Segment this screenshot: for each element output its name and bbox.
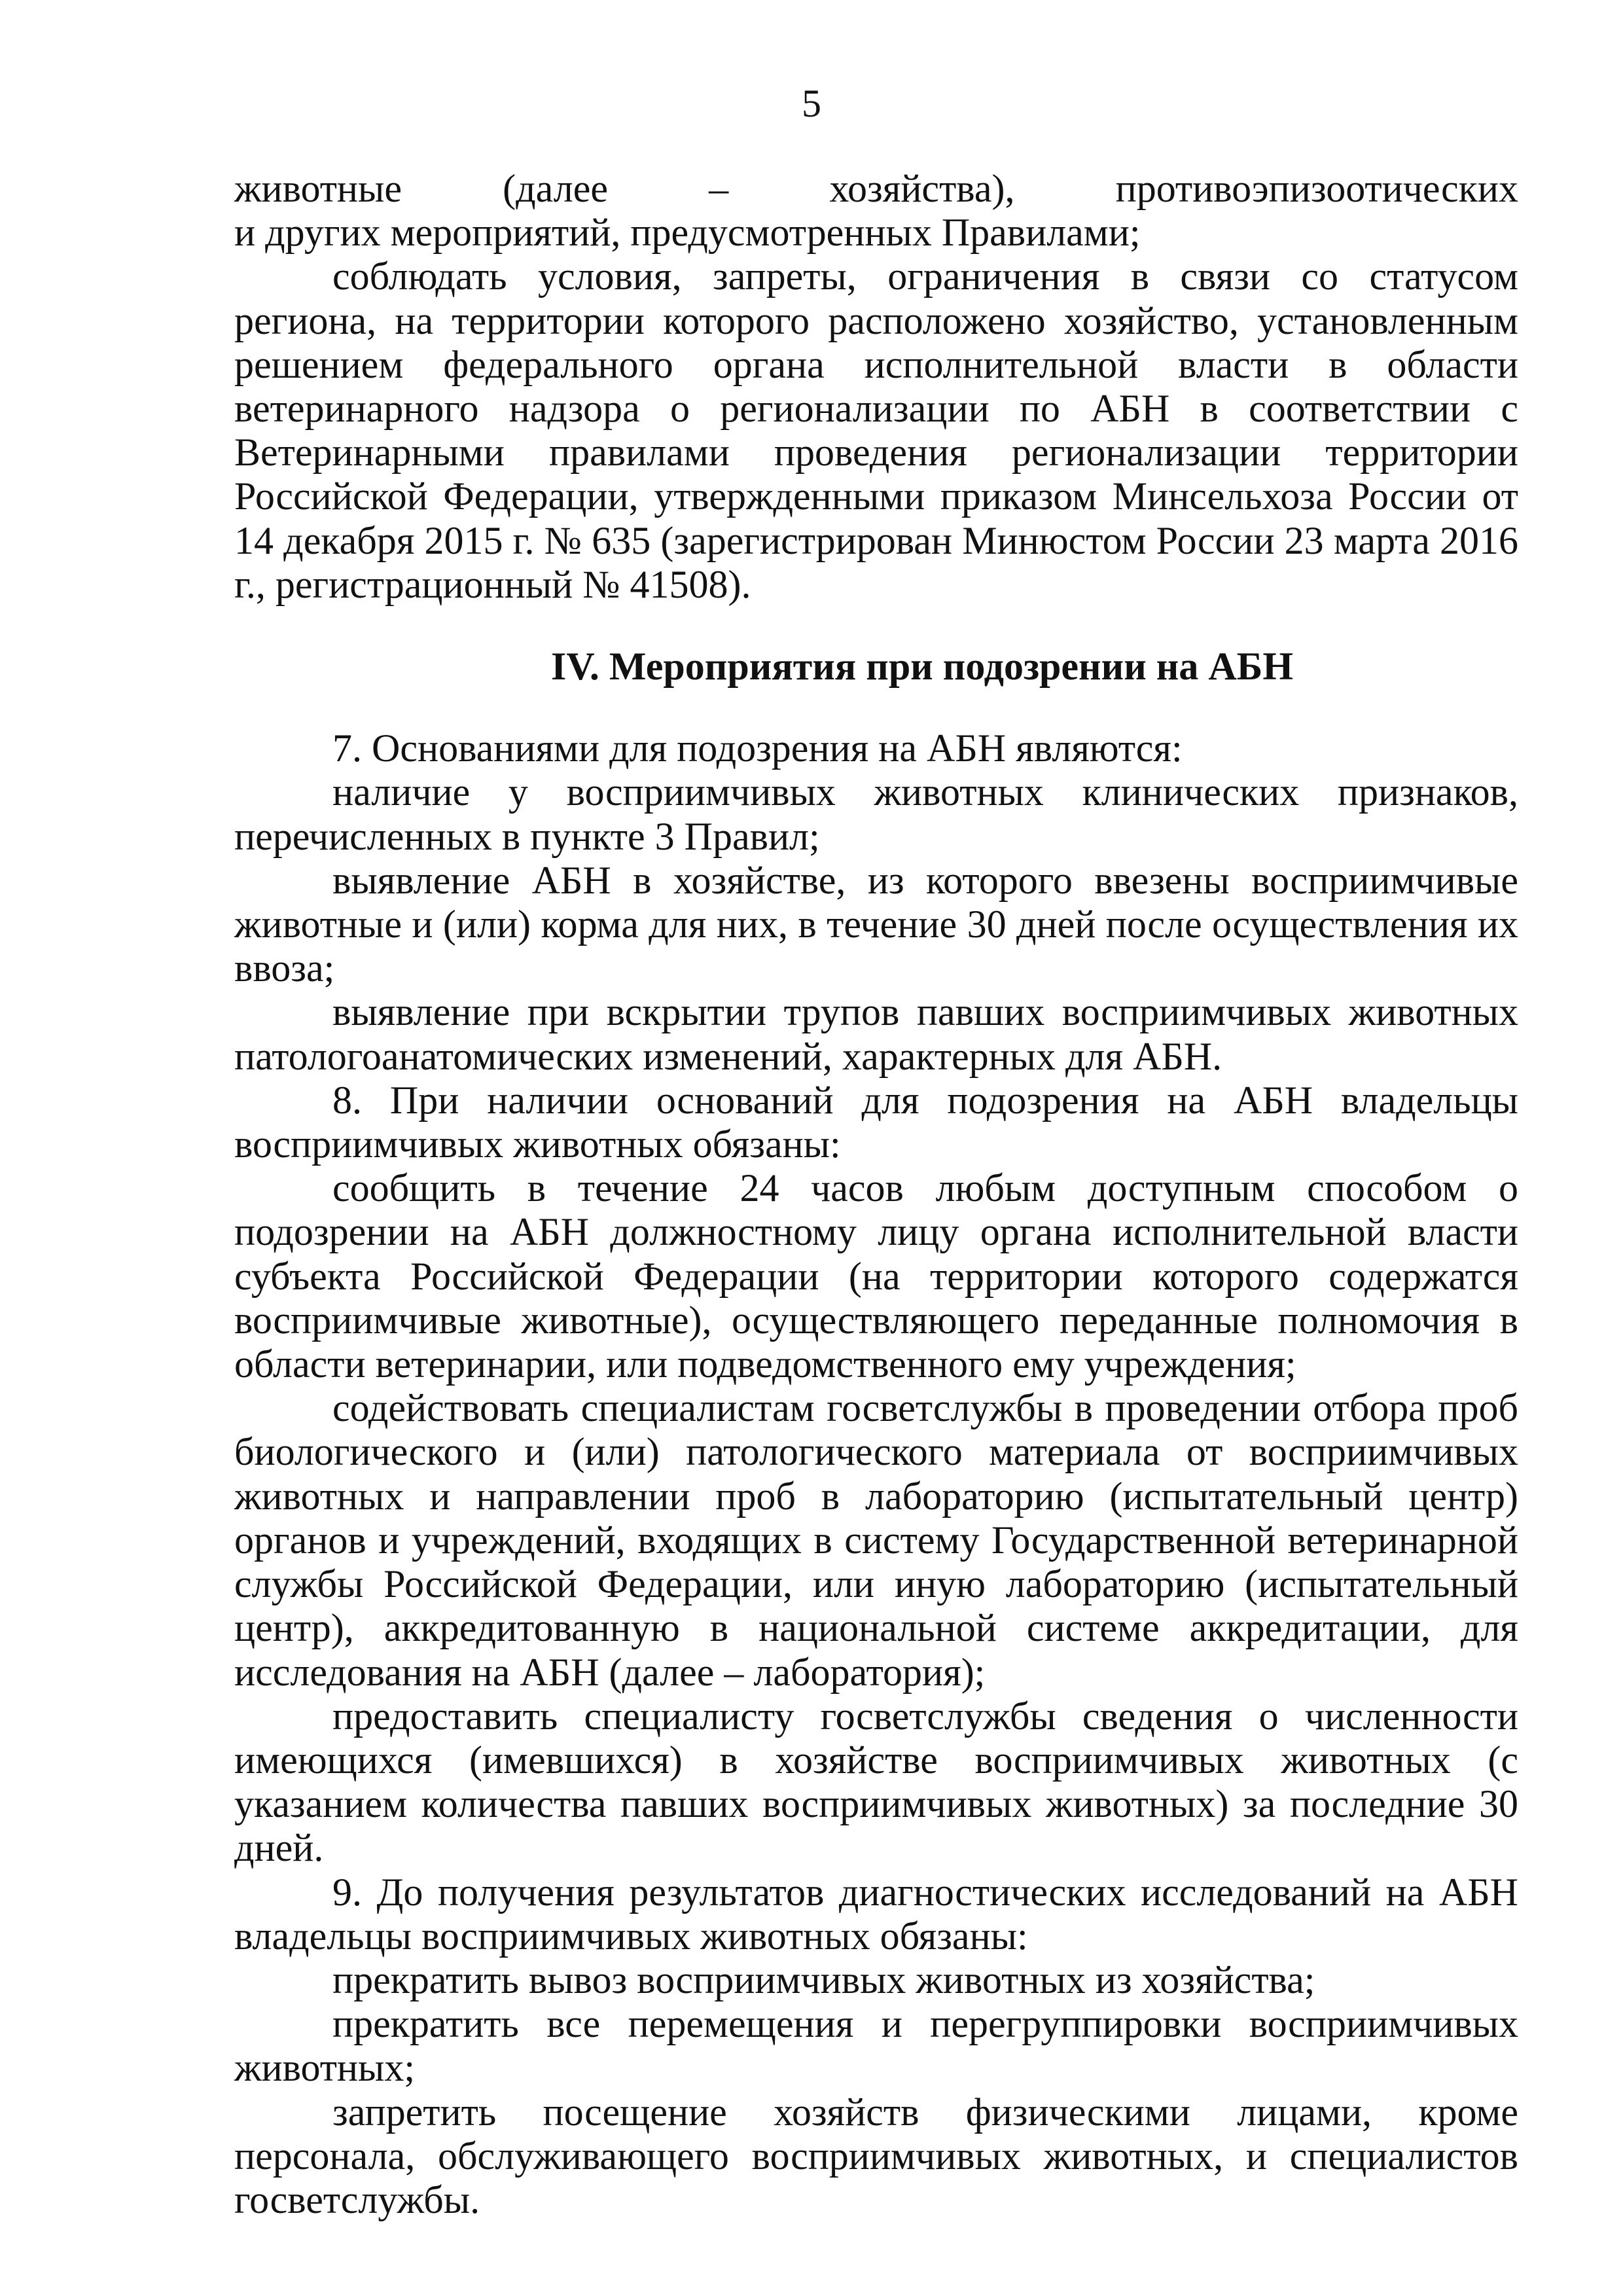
item-8-livestock-info: предоставить специалисту госветслужбы сведения о численности имеющихся (имевшихся) в хозяйстве восприимчивых животных (с указанием количества павших восприимчивых животных) за последние 30 дней. xyxy=(234,1694,1518,1870)
item-8-intro: 8. При наличии оснований для подозрения на АБН владельцы восприимчивых животных обязаны: xyxy=(234,1078,1518,1166)
word: животные xyxy=(234,167,402,210)
item-9-stop-export: прекратить вывоз восприимчивых животных из хозяйства; xyxy=(332,1958,1315,2001)
word: – xyxy=(709,167,729,210)
word: хозяйства), xyxy=(829,167,1015,210)
item-9-intro: 9. До получения результатов диагностических исследований на АБН владельцы восприимчивых животных обязаны: xyxy=(234,1870,1518,1958)
paragraph-continuation-rest: и других мероприятий, предусмотренных Правилами; xyxy=(234,211,1141,255)
item-7-intro: 7. Основаниями для подозрения на АБН являются: xyxy=(332,726,1183,770)
document-body xyxy=(234,167,1518,2222)
word: (далее xyxy=(503,167,608,210)
item-9-ban-visits: запретить посещение хозяйств физическими лицами, кроме персонала, обслуживающего восприимчивых животных, и специалистов госветслужбы. xyxy=(234,2090,1518,2221)
item-7-clinical-signs: наличие у восприимчивых животных клинических признаков, перечисленных в пункте 3 Правил; xyxy=(234,770,1518,858)
paragraph-comply-regionalization: соблюдать условия, запреты, ограничения в связи со статусом региона, на территории которого расположено хозяйство, установленным решением федерального органа исполнительной власти в области ветеринарного надзора о регионализации по АБН в соответствии с Ветеринарными правилами проведения регионализации территории Российской Федерации, утвержденными приказом Минсельхоза России от 14 декабря 2015 г. № 635 (зарегистрирован Минюстом России 23 марта 2016 г., регистрационный № 41508). xyxy=(234,255,1518,606)
page-number: 5 xyxy=(802,82,821,125)
paragraph-continuation-line xyxy=(234,167,1518,211)
item-8-report: сообщить в течение 24 часов любым доступным способом о подозрении на АБН должностному лицу органа исполнительной власти субъекта Российской Федерации (на территории которого содержатся восприимчивые животные), осуществляющего переданные полномочия в области ветеринарии, или подведомственного ему учреждения; xyxy=(234,1166,1518,1386)
section-heading: IV. Мероприятия при подозрении на АБН xyxy=(550,645,1294,689)
item-7-autopsy-findings: выявление при вскрытии трупов павших восприимчивых животных патологоанатомических изменений, характерных для АБН. xyxy=(234,990,1518,1078)
item-8-sampling: содействовать специалистам госветслужбы в проведении отбора проб биологического и (или) патологического материала от восприимчивых животных и направлении проб в лабораторию (испытательный центр) органов и учреждений, входящих в систему Государственной ветеринарной службы Российской Федерации, или иную лабораторию (испытательный центр), аккредитованную в национальной системе аккредитации, для исследования на АБН (далее – лаборатория); xyxy=(234,1386,1518,1694)
item-7-detection-import: выявление АБН в хозяйстве, из которого ввезены восприимчивые животные и (или) корма для них, в течение 30 дней после осуществления их ввоза; xyxy=(234,858,1518,990)
item-9-stop-movement: прекратить все перемещения и перегруппировки восприимчивых животных; xyxy=(234,2002,1518,2090)
word: противоэпизоотических xyxy=(1115,167,1518,210)
